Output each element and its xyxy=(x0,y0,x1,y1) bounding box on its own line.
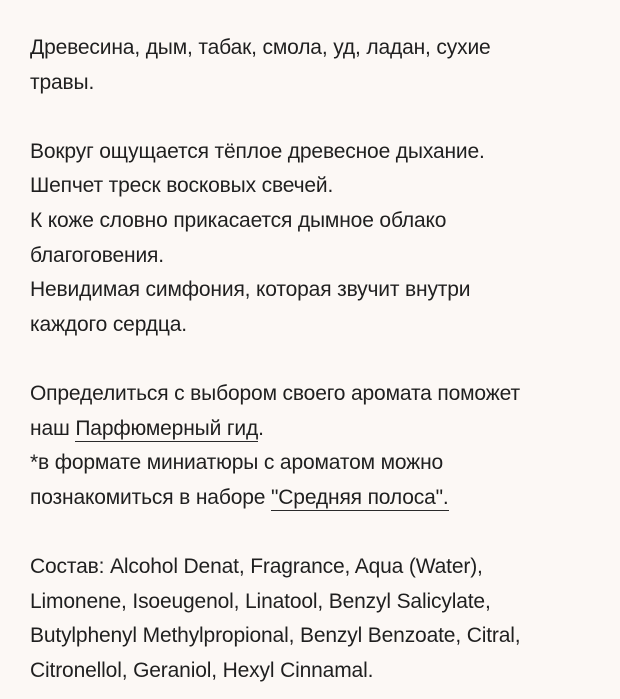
description-line: благоговения. xyxy=(30,243,164,267)
guide-prefix-text: наш xyxy=(30,416,76,440)
scent-description-paragraph xyxy=(30,135,610,343)
miniature-note-line xyxy=(30,481,610,516)
notes-line: травы. xyxy=(30,70,95,94)
composition-line: Citronellol, Geraniol, Hexyl Cinnamal. xyxy=(30,658,374,682)
composition-line: Butylphenyl Methylpropional, Benzyl Benzoate, Citral, xyxy=(30,624,521,648)
guide-line xyxy=(30,412,610,447)
composition-paragraph xyxy=(30,550,610,688)
guide-paragraph xyxy=(30,377,610,515)
miniature-note-line: *в формате миниатюры с ароматом можно xyxy=(30,451,444,475)
middle-belt-set-link[interactable]: "Средняя полоса". xyxy=(270,485,449,509)
description-line: Вокруг ощущается тёплое древесное дыхание. xyxy=(30,139,485,163)
description-line: Невидимая симфония, которая звучит внутри xyxy=(30,278,471,302)
notes-paragraph xyxy=(30,31,610,100)
product-description xyxy=(30,31,610,688)
composition-line: Limonene, Isoeugenol, Linatool, Benzyl Salicylate, xyxy=(30,589,491,613)
composition-line: Состав: Alcohol Denat, Fragrance, Aqua (Water), xyxy=(30,554,483,578)
description-line: К коже словно прикасается дымное облако xyxy=(30,208,447,232)
perfume-guide-link[interactable]: Парфюмерный гид xyxy=(75,416,259,440)
guide-line: Определиться с выбором своего аромата поможет xyxy=(30,381,520,405)
description-line: каждого сердца. xyxy=(30,312,187,336)
notes-line: Древесина, дым, табак, смола, уд, ладан, сухие xyxy=(30,36,491,59)
guide-suffix-text: . xyxy=(258,416,264,440)
description-line: Шепчет треск восковых свечей. xyxy=(30,174,334,198)
miniature-prefix-text: познакомиться в наборе xyxy=(30,485,271,509)
